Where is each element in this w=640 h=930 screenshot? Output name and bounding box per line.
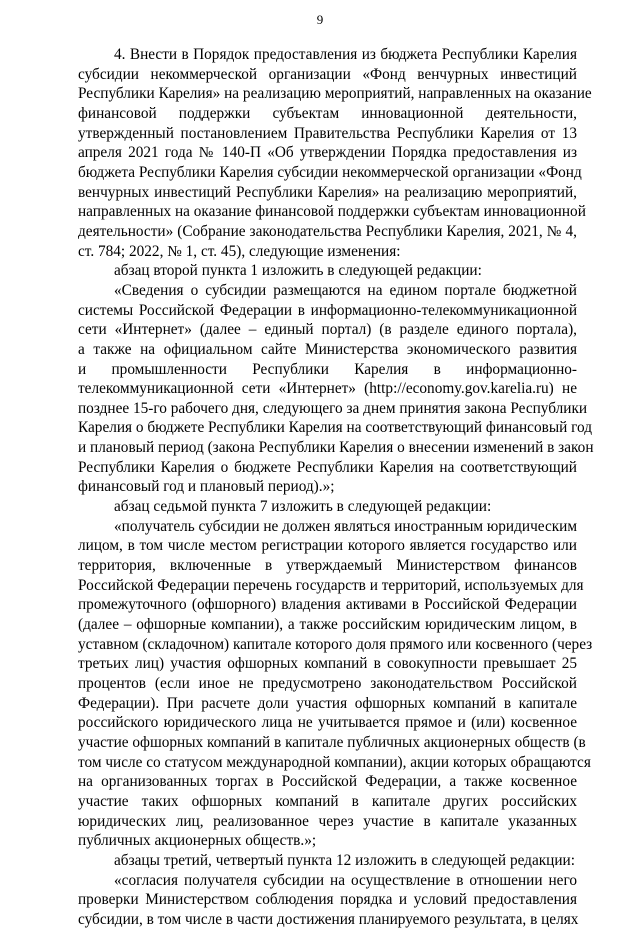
text-line: утвержденный постановлением Правительства Республики Карелия от 13	[78, 124, 577, 142]
text-line: уставном (складочном) капитале которого доля прямого или косвенного (через	[78, 635, 593, 653]
document-text	[78, 45, 594, 930]
text-line: лицом, в том числе местом регистрации которого является государство или	[78, 537, 577, 555]
text-line: участие таких офшорных компаний в капитале других российских	[78, 792, 577, 810]
text-line: третьих лиц) участия офшорных компаний в совокупности превышает 25	[78, 655, 577, 673]
text-line: «согласия получателя субсидии на осуществление в отношении него	[114, 871, 577, 889]
text-line: финансовый год и плановый период).»;	[78, 478, 335, 496]
text-line: абзац второй пункта 1 изложить в следующей редакции:	[114, 262, 482, 280]
text-line: том числе со статусом международной компании), акции которых обращаются	[78, 753, 591, 771]
text-line: «Сведения о субсидии размещаются на едином портале бюджетной	[114, 281, 577, 299]
text-line: сети «Интернет» (далее – единый портал) (в разделе единого портала),	[78, 321, 577, 339]
text-line: абзацы третий, четвертый пункта 12 изложить в следующей редакции:	[114, 851, 575, 869]
text-line: Российской Федерации перечень государств и территорий, используемых для	[78, 576, 584, 594]
text-line: публичных акционерных обществ.»;	[78, 832, 317, 850]
text-line: венчурных инвестиций Республики Карелия» на реализацию мероприятий,	[78, 183, 577, 201]
text-line: системы Российской Федерации в информационно-телекоммуникационной	[78, 301, 577, 319]
text-line: субсидии, в том числе в части достижения планируемого результата, в целях	[78, 910, 579, 928]
text-line: юридических лиц, реализованное через участие в капитале указанных	[78, 812, 577, 830]
page-number: 9	[316, 12, 324, 27]
text-line: Федерации). При расчете доли участия офшорных компаний в капитале	[78, 694, 577, 712]
text-line: Республики Карелия о бюджете Республики Карелия на соответствующий	[78, 458, 577, 476]
text-line: на организованных торгах в Российской Федерации, а также косвенное	[78, 773, 577, 791]
text-line: а также на официальном сайте Министерства экономического развития	[78, 340, 577, 358]
text-line: «получатель субсидии не должен являться иностранным юридическим	[114, 517, 578, 535]
text-line: и плановый период (закона Республики Карелия о внесении изменений в закон	[78, 439, 594, 457]
text-line: абзац седьмой пункта 7 изложить в следующей редакции:	[114, 498, 492, 516]
text-line: Карелия о бюджете Республики Карелия на соответствующий финансовый год	[78, 419, 593, 437]
text-line: направленных на оказание финансовой поддержки субъектам инновационной	[78, 203, 586, 221]
text-line: бюджета Республики Карелия субсидии некоммерческой организации «Фонд	[78, 163, 582, 181]
text-line: проверки Министерством соблюдения порядка и условий предоставления	[78, 891, 577, 909]
text-line: 4. Внести в Порядок предоставления из бюджета Республики Карелия	[114, 46, 577, 63]
text-line: деятельности» (Собрание законодательства Республики Карелия, 2021, № 4,	[78, 222, 577, 240]
text-line: финансовой поддержки субъектам инновационной деятельности,	[78, 104, 577, 122]
text-line: территория, включенные в утверждаемый Министерством финансов	[78, 557, 577, 575]
text-line: процентов (если иное не предусмотрено законодательством Российской	[78, 675, 577, 692]
text-line: (далее – офшорные компании), а также российским юридическим лицом, в	[78, 616, 577, 634]
text-line: и промышленности Республики Карелия в информационно-	[78, 360, 577, 378]
text-line: промежуточного (офшорного) владения активами в Российской Федерации	[78, 596, 577, 614]
text-line: субсидии некоммерческой организации «Фонд венчурных инвестиций	[78, 65, 577, 83]
text-line: апреля 2021 года № 140-П «Об утверждении Порядка предоставления из	[78, 144, 577, 162]
text-line: российского юридического лица не учитывается прямое и (или) косвенное	[78, 714, 577, 732]
text-line: телекоммуникационной сети «Интернет» (http://economy.gov.karelia.ru) не	[78, 380, 577, 398]
text-line: ст. 784; 2022, № 1, ст. 45), следующие изменения:	[78, 242, 401, 260]
text-line: участие офшорных компаний в капитале публичных акционерных обществ (в	[78, 733, 586, 751]
text-line: Республики Карелия» на реализацию мероприятий, направленных на оказание	[78, 85, 592, 103]
text-line: позднее 15-го рабочего дня, следующего за днем принятия закона Республики	[78, 399, 588, 417]
